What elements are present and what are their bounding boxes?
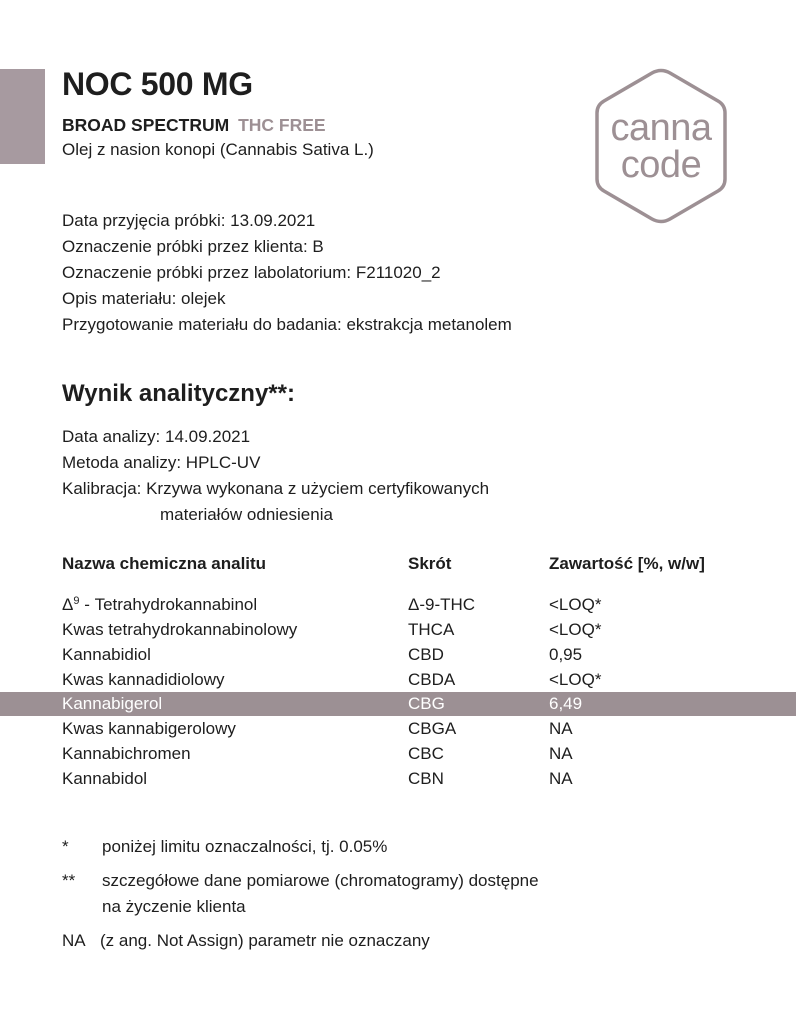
analyte-name: Kwas tetrahydrokannabinolowy <box>62 620 298 639</box>
analysis-title: Wynik analityczny**: <box>62 380 295 407</box>
table-row <box>0 767 796 791</box>
header-abbreviation: Skrót <box>408 554 452 573</box>
analyte-abbr: Δ-9-THC <box>408 595 476 614</box>
analyte-name: Kwas kannadidiolowy <box>62 670 225 689</box>
sample-receipt-date: Data przyjęcia próbki: 13.09.2021 <box>62 211 316 230</box>
spectrum-label: BROAD SPECTRUM <box>62 115 230 135</box>
client-sample-id: Oznaczenie próbki przez klienta: B <box>62 237 324 256</box>
analysis-info <box>62 424 489 528</box>
header-content: Zawartość [%, w/w] <box>549 554 705 573</box>
footnote-text-cont: na życzenie klienta <box>102 897 246 916</box>
lab-sample-id: Oznaczenie próbki przez labolatorium: F211020_2 <box>62 263 441 282</box>
analyte-value: <LOQ* <box>549 670 602 689</box>
analyte-abbr: CBG <box>408 694 445 713</box>
table-row <box>0 742 796 766</box>
analyte-value: NA <box>549 744 573 763</box>
table-row <box>0 668 796 692</box>
analyte-abbr: CBDA <box>408 670 456 689</box>
footnote-text: (z ang. Not Assign) parametr nie oznaczany <box>100 931 430 950</box>
table-row <box>0 717 796 741</box>
analyte-abbr: CBD <box>408 645 444 664</box>
footnote-mark: ** <box>62 871 76 890</box>
product-subtitle: Olej z nasion konopi (Cannabis Sativa L.) <box>62 140 374 159</box>
analyte-abbr: CBGA <box>408 719 457 738</box>
analyte-name: Kannabichromen <box>62 744 191 763</box>
analyte-value: 0,95 <box>549 645 583 664</box>
analyte-value: <LOQ* <box>549 595 602 614</box>
analysis-date: Data analizy: 14.09.2021 <box>62 427 251 446</box>
analyte-abbr: THCA <box>408 620 455 639</box>
footnote-loq <box>62 834 762 860</box>
analyte-value: NA <box>549 769 573 788</box>
header-analyte-name: Nazwa chemiczna analitu <box>62 554 267 573</box>
analyte-abbr: CBC <box>408 744 444 763</box>
analyte-value: <LOQ* <box>549 620 602 639</box>
footnotes <box>62 834 762 962</box>
sample-info <box>62 208 512 338</box>
thc-free-label: THC FREE <box>238 115 326 135</box>
analysis-method: Metoda analizy: HPLC-UV <box>62 453 261 472</box>
table-row <box>0 618 796 642</box>
analyte-value: NA <box>549 719 573 738</box>
logo-text-canna: canna <box>610 107 712 149</box>
material-preparation: Przygotowanie materiału do badania: ekstrakcja metanolem <box>62 315 512 334</box>
calibration-line-cont: materiałów odniesienia <box>160 505 333 524</box>
footnote-mark: * <box>62 837 69 856</box>
logo-text-code: code <box>620 144 702 186</box>
analyte-name: $\Delta^9$ - Tetrahydrokannabinol <box>62 595 258 614</box>
footnote-details <box>62 868 762 920</box>
analyte-name: Kannabidiol <box>62 645 151 664</box>
table-header <box>0 552 796 576</box>
footnote-text: szczegółowe dane pomiarowe (chromatogramy) dostępne <box>102 871 539 890</box>
footnote-mark: NA <box>62 931 86 950</box>
table-row <box>0 593 796 617</box>
analyte-abbr: CBN <box>408 769 444 788</box>
analyte-name: Kannabidol <box>62 769 148 788</box>
footnote-text: poniżej limitu oznaczalności, tj. 0.05% <box>102 837 388 856</box>
table-row <box>0 643 796 667</box>
canna-code-logo <box>592 66 730 226</box>
analyte-name: Kwas kannabigerolowy <box>62 719 236 738</box>
analyte-value: 6,49 <box>549 694 583 713</box>
calibration-line: Kalibracja: Krzywa wykonana z użyciem certyfikowanych <box>62 479 490 498</box>
table-row-highlighted <box>0 692 796 716</box>
material-description: Opis materiału: olejek <box>62 289 226 308</box>
analyte-name: Kannabigerol <box>62 694 163 713</box>
footnote-na <box>62 928 762 954</box>
accent-bar <box>0 69 45 164</box>
product-title: NOC 500 MG <box>62 66 253 102</box>
spectrum-line <box>62 115 326 136</box>
